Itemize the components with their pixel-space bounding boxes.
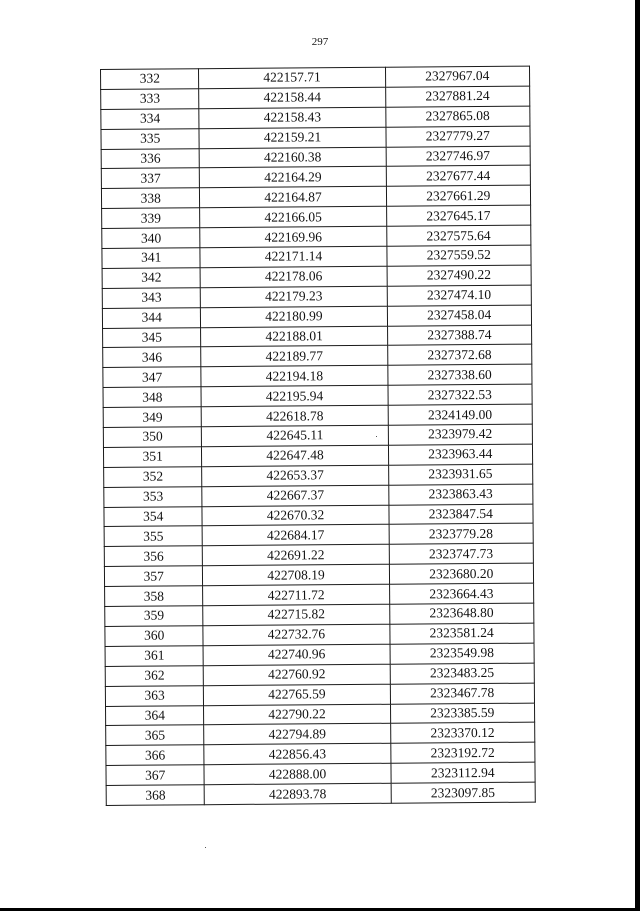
point-number-cell: 368 [106,785,205,806]
point-number-cell: 341 [102,248,201,269]
y-coordinate-cell: 2323863.43 [388,484,533,505]
x-coordinate-cell: 422158.44 [199,87,385,108]
x-coordinate-cell: 422740.96 [203,644,389,665]
point-number-cell: 356 [104,546,203,567]
y-coordinate-cell: 2327575.64 [386,225,531,246]
scan-speck [205,847,206,848]
point-number-cell: 343 [102,288,201,309]
y-coordinate-cell: 2327474.10 [387,285,532,306]
x-coordinate-cell: 422794.89 [204,724,390,745]
point-number-cell: 358 [105,586,204,607]
y-coordinate-cell: 2323747.73 [389,543,534,564]
point-number-cell: 360 [105,626,204,647]
point-number-cell: 337 [101,168,200,189]
y-coordinate-cell: 2323581.24 [389,623,534,644]
point-number-cell: 349 [103,407,202,428]
point-number-cell: 366 [106,745,205,766]
y-coordinate-cell: 2327372.68 [387,345,532,366]
x-coordinate-cell: 422180.99 [201,306,387,327]
x-coordinate-cell: 422684.17 [203,525,389,546]
x-coordinate-cell: 422194.18 [201,366,387,387]
point-number-cell: 357 [104,566,203,587]
y-coordinate-cell: 2327458.04 [387,305,532,326]
point-number-cell: 348 [103,387,202,408]
x-coordinate-cell: 422164.87 [200,187,386,208]
point-number-cell: 332 [101,69,200,90]
x-coordinate-cell: 422732.76 [203,624,389,645]
y-coordinate-cell: 2327677.44 [386,166,531,187]
point-number-cell: 350 [103,427,202,448]
point-number-cell: 365 [106,725,205,746]
point-number-cell: 364 [106,705,205,726]
x-coordinate-cell: 422160.38 [200,147,386,168]
point-number-cell: 333 [101,89,200,110]
point-number-cell: 340 [102,228,201,249]
y-coordinate-cell: 2327661.29 [386,185,531,206]
y-coordinate-cell: 2324149.00 [388,404,533,425]
y-coordinate-cell: 2323847.54 [388,504,533,525]
y-coordinate-cell: 2323097.85 [391,782,536,803]
x-coordinate-cell: 422790.22 [204,704,390,725]
y-coordinate-cell: 2323467.78 [390,683,535,704]
x-coordinate-cell: 422765.59 [204,684,390,705]
y-coordinate-cell: 2327746.97 [386,146,531,167]
y-coordinate-cell: 2327490.22 [387,265,532,286]
point-number-cell: 367 [106,765,205,786]
x-coordinate-cell: 422169.96 [200,226,386,247]
x-coordinate-cell: 422670.32 [202,505,388,526]
point-number-cell: 344 [102,307,201,328]
y-coordinate-cell: 2327881.24 [385,86,530,107]
point-number-cell: 334 [101,109,200,130]
y-coordinate-cell: 2327779.27 [386,126,531,147]
x-coordinate-cell: 422158.43 [199,107,385,128]
coordinate-table-container [100,66,536,806]
point-number-cell: 353 [104,486,203,507]
point-number-cell: 346 [103,347,202,368]
table-row [106,782,535,805]
x-coordinate-cell: 422164.29 [200,167,386,188]
coordinate-table-body [101,66,536,805]
x-coordinate-cell: 422653.37 [202,465,388,486]
scan-border-right [635,0,640,911]
y-coordinate-cell: 2323963.44 [388,444,533,465]
x-coordinate-cell: 422157.71 [199,67,385,88]
x-coordinate-cell: 422189.77 [201,346,387,367]
x-coordinate-cell: 422893.78 [205,783,391,804]
point-number-cell: 354 [104,506,203,527]
x-coordinate-cell: 422645.11 [202,425,388,446]
point-number-cell: 363 [105,685,204,706]
point-number-cell: 338 [101,188,200,209]
point-number-cell: 345 [103,327,202,348]
y-coordinate-cell: 2323483.25 [390,663,535,684]
point-number-cell: 362 [105,665,204,686]
y-coordinate-cell: 2323648.80 [389,603,534,624]
x-coordinate-cell: 422760.92 [204,664,390,685]
x-coordinate-cell: 422691.22 [203,545,389,566]
page-number: 297 [311,36,329,48]
point-number-cell: 347 [103,367,202,388]
point-number-cell: 355 [104,526,203,547]
y-coordinate-cell: 2323680.20 [389,563,534,584]
x-coordinate-cell: 422179.23 [201,286,387,307]
y-coordinate-cell: 2327645.17 [386,205,531,226]
y-coordinate-cell: 2323549.98 [390,643,535,664]
point-number-cell: 351 [103,447,202,468]
scan-speck [376,436,377,437]
y-coordinate-cell: 2327338.60 [387,364,532,385]
point-number-cell: 352 [104,467,203,488]
y-coordinate-cell: 2327322.53 [388,384,533,405]
y-coordinate-cell: 2323931.65 [388,464,533,485]
y-coordinate-cell: 2323979.42 [388,424,533,445]
y-coordinate-cell: 2323779.28 [389,524,534,545]
x-coordinate-cell: 422178.06 [201,266,387,287]
x-coordinate-cell: 422195.94 [201,386,387,407]
point-number-cell: 339 [102,208,201,229]
x-coordinate-cell: 422166.05 [200,206,386,227]
x-coordinate-cell: 422667.37 [202,485,388,506]
point-number-cell: 335 [101,128,200,149]
y-coordinate-cell: 2323112.94 [391,762,536,783]
y-coordinate-cell: 2327559.52 [386,245,531,266]
point-number-cell: 361 [105,646,204,667]
x-coordinate-cell: 422647.48 [202,445,388,466]
point-number-cell: 359 [105,606,204,627]
x-coordinate-cell: 422188.01 [201,326,387,347]
x-coordinate-cell: 422159.21 [199,127,385,148]
x-coordinate-cell: 422618.78 [202,405,388,426]
x-coordinate-cell: 422856.43 [204,744,390,765]
point-number-cell: 336 [101,148,200,169]
x-coordinate-cell: 422708.19 [203,565,389,586]
y-coordinate-cell: 2327388.74 [387,325,532,346]
x-coordinate-cell: 422888.00 [204,763,390,784]
y-coordinate-cell: 2323664.43 [389,583,534,604]
coordinate-table [100,66,536,806]
y-coordinate-cell: 2323370.12 [390,722,535,743]
y-coordinate-cell: 2323385.59 [390,703,535,724]
x-coordinate-cell: 422711.72 [203,584,389,605]
y-coordinate-cell: 2323192.72 [390,742,535,763]
y-coordinate-cell: 2327967.04 [385,66,530,87]
point-number-cell: 342 [102,268,201,289]
x-coordinate-cell: 422715.82 [203,604,389,625]
y-coordinate-cell: 2327865.08 [385,106,530,127]
x-coordinate-cell: 422171.14 [200,246,386,267]
